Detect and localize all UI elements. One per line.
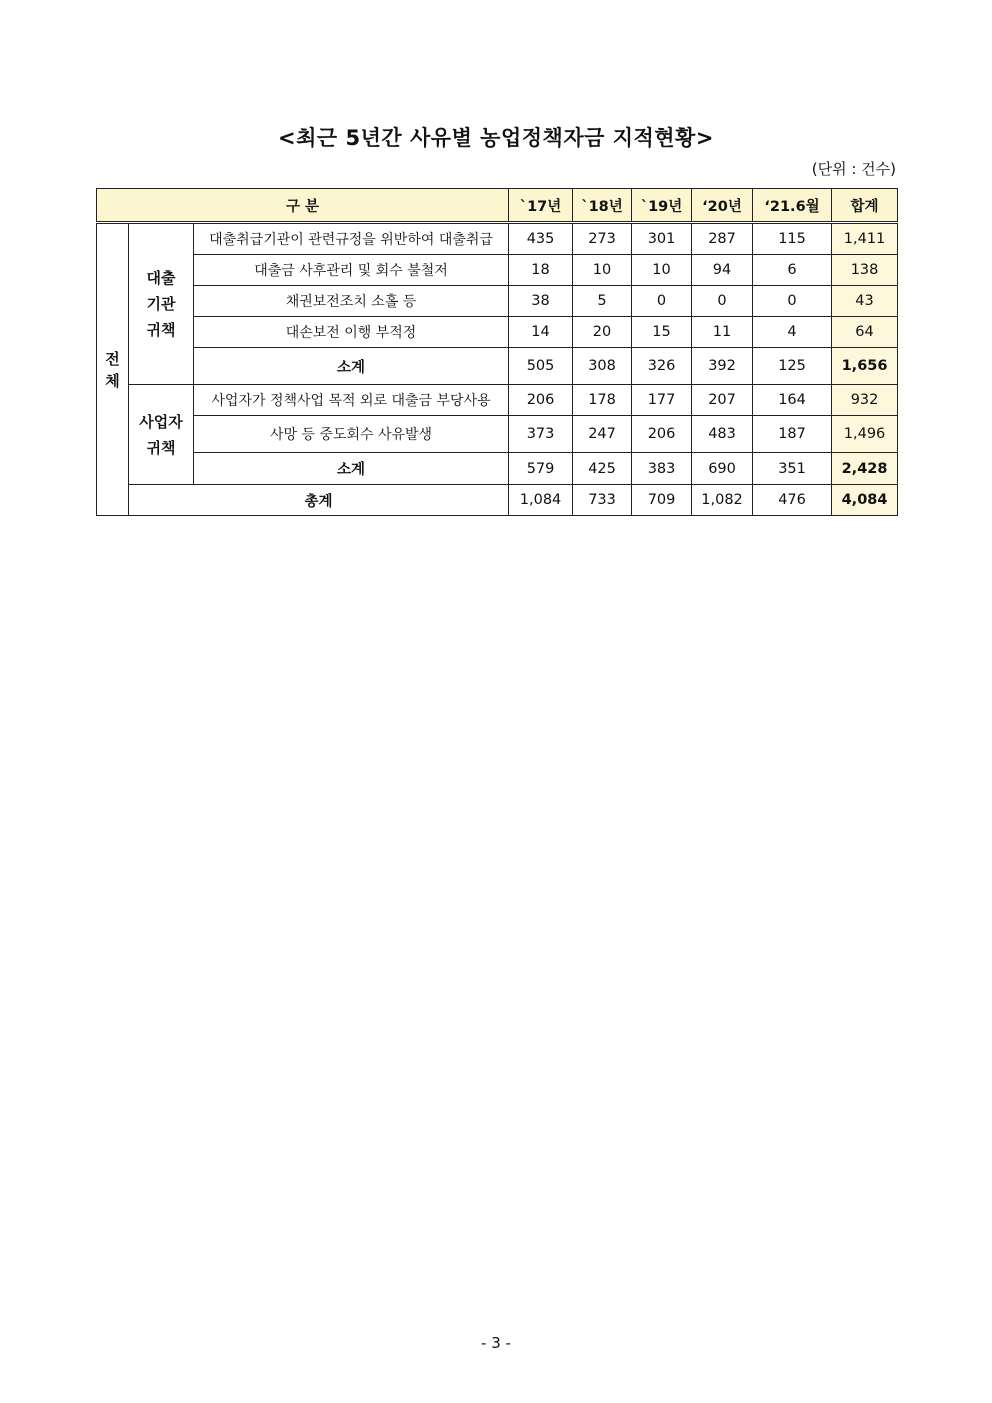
- total-cell: 1,411: [832, 223, 898, 255]
- whole-label: 전 체: [97, 223, 129, 516]
- item-label: 대출취급기관이 관련규정을 위반하여 대출취급: [194, 223, 509, 255]
- value-cell: 164: [753, 385, 832, 416]
- value-cell: 476: [753, 485, 832, 516]
- subtotal-label: 소계: [194, 453, 509, 485]
- value-cell: 6: [753, 255, 832, 286]
- value-cell: 207: [692, 385, 753, 416]
- value-cell: 206: [632, 416, 692, 453]
- table-row: [97, 286, 898, 317]
- header-year: `19년: [632, 189, 692, 223]
- audit-table: [96, 188, 898, 516]
- item-label: 대손보전 이행 부적정: [194, 317, 509, 348]
- value-cell: 178: [573, 385, 632, 416]
- total-cell: 64: [832, 317, 898, 348]
- value-cell: 709: [632, 485, 692, 516]
- value-cell: 14: [509, 317, 573, 348]
- value-cell: 425: [573, 453, 632, 485]
- table-row: [97, 416, 898, 453]
- value-cell: 308: [573, 348, 632, 385]
- group-label: 사업자 귀책: [129, 385, 194, 485]
- value-cell: 273: [573, 223, 632, 255]
- group-label: 대출 기관 귀책: [129, 223, 194, 385]
- value-cell: 1,084: [509, 485, 573, 516]
- value-cell: 690: [692, 453, 753, 485]
- value-cell: 10: [632, 255, 692, 286]
- value-cell: 20: [573, 317, 632, 348]
- value-cell: 4: [753, 317, 832, 348]
- value-cell: 301: [632, 223, 692, 255]
- value-cell: 0: [692, 286, 753, 317]
- value-cell: 1,082: [692, 485, 753, 516]
- value-cell: 177: [632, 385, 692, 416]
- subtotal-label: 소계: [194, 348, 509, 385]
- value-cell: 326: [632, 348, 692, 385]
- value-cell: 15: [632, 317, 692, 348]
- total-cell: 1,656: [832, 348, 898, 385]
- table-row: [97, 317, 898, 348]
- unit-label: (단위 : 건수): [811, 160, 896, 178]
- value-cell: 579: [509, 453, 573, 485]
- value-cell: 5: [573, 286, 632, 317]
- value-cell: 373: [509, 416, 573, 453]
- total-cell: 1,496: [832, 416, 898, 453]
- table-title: <최근 5년간 사유별 농업정책자금 지적현황>: [278, 126, 714, 150]
- item-label: 채권보전조치 소홀 등: [194, 286, 509, 317]
- total-cell: 932: [832, 385, 898, 416]
- value-cell: 351: [753, 453, 832, 485]
- value-cell: 733: [573, 485, 632, 516]
- value-cell: 383: [632, 453, 692, 485]
- total-cell: 2,428: [832, 453, 898, 485]
- header-row: [97, 189, 898, 223]
- value-cell: 125: [753, 348, 832, 385]
- value-cell: 10: [573, 255, 632, 286]
- header-total: 합계: [832, 189, 898, 223]
- table-row: [97, 255, 898, 286]
- header-year: ‘20년: [692, 189, 753, 223]
- subtotal-row: [97, 453, 898, 485]
- total-cell: 138: [832, 255, 898, 286]
- value-cell: 483: [692, 416, 753, 453]
- value-cell: 505: [509, 348, 573, 385]
- value-cell: 287: [692, 223, 753, 255]
- value-cell: 38: [509, 286, 573, 317]
- value-cell: 435: [509, 223, 573, 255]
- header-category: 구 분: [97, 189, 509, 223]
- value-cell: 11: [692, 317, 753, 348]
- value-cell: 187: [753, 416, 832, 453]
- value-cell: 0: [753, 286, 832, 317]
- total-cell: 4,084: [832, 485, 898, 516]
- header-year: ‘21.6월: [753, 189, 832, 223]
- value-cell: 206: [509, 385, 573, 416]
- table-row: [97, 223, 898, 255]
- total-cell: 43: [832, 286, 898, 317]
- subtotal-row: [97, 348, 898, 385]
- grand-total-label: 총계: [129, 485, 509, 516]
- value-cell: 94: [692, 255, 753, 286]
- header-year: `18년: [573, 189, 632, 223]
- value-cell: 392: [692, 348, 753, 385]
- item-label: 대출금 사후관리 및 회수 불철저: [194, 255, 509, 286]
- header-year: `17년: [509, 189, 573, 223]
- item-label: 사망 등 중도회수 사유발생: [194, 416, 509, 453]
- value-cell: 247: [573, 416, 632, 453]
- table-row: [97, 385, 898, 416]
- grand-total-row: [97, 485, 898, 516]
- item-label: 사업자가 정책사업 목적 외로 대출금 부당사용: [194, 385, 509, 416]
- value-cell: 0: [632, 286, 692, 317]
- value-cell: 18: [509, 255, 573, 286]
- value-cell: 115: [753, 223, 832, 255]
- page-number: - 3 -: [481, 1334, 511, 1352]
